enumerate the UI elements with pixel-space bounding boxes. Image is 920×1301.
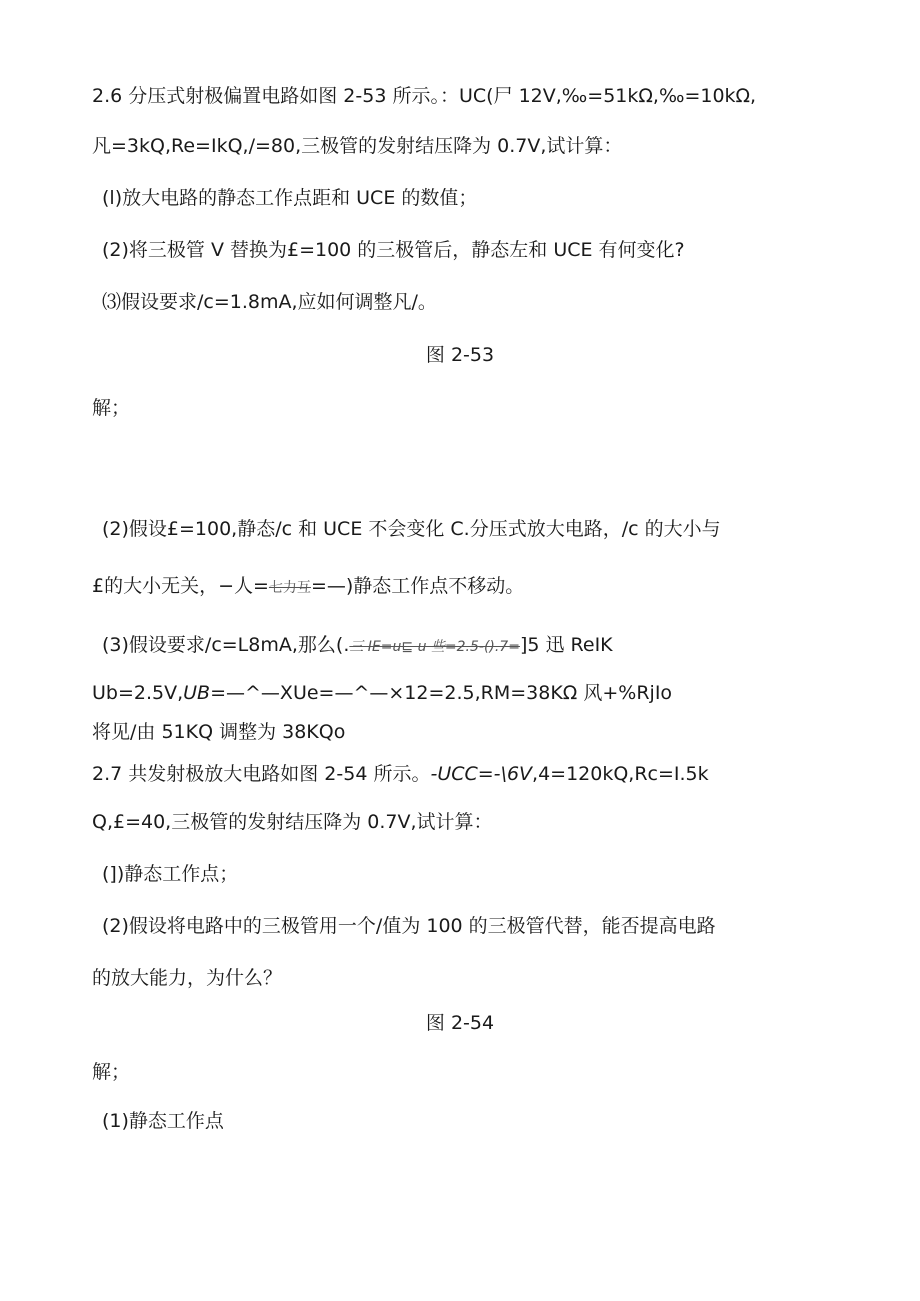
question-3: ⑶假设要求/c=1.8mA,应如何调整凡/。 (102, 291, 437, 313)
problem-2-6-line-2: 凡=3kQ,Re=IkQ,/=80,三极管的发射结压降为 0.7V,试计算： (92, 135, 623, 157)
answer-3-text-c: ]5 迅 ReIK (519, 634, 613, 656)
figure-caption-2-54: 图 2-54 (425, 1012, 495, 1034)
solution-label-2: 解； (92, 1061, 131, 1083)
solution-step-1: (1)静态工作点 (102, 1110, 224, 1132)
problem-2-7-text-a: 2.7 共发射极放大电路如图 2-54 所示。 (92, 763, 431, 785)
problem-2-6-line-1: 2.6 分压式射极偏置电路如图 2-53 所示。：UC(尸 12V,‰=51kΩ,‰=10kΩ, (92, 85, 757, 107)
question-2-7-2-line-2: 的放大能力，为什么？ (92, 967, 283, 989)
answer-3-line-2-a: Ub=2.5V, (92, 682, 184, 704)
question-1: (l)放大电路的静态工作点距和 UCE 的数值； (102, 187, 478, 209)
answer-3-line-1 (102, 633, 613, 659)
question-2-7-1: (])静态工作点； (102, 863, 239, 885)
answer-2-text-c: =—)静态工作点不移动。 (310, 575, 525, 597)
figure-caption-2-53: 图 2-53 (425, 344, 495, 366)
answer-3-line-2 (92, 681, 672, 705)
answer-3-text-a: (3)假设要求/c=L8mA,那么(. (102, 634, 350, 656)
solution-label: 解； (92, 397, 131, 419)
answer-3-line-2-c: =—^—XUe=—^—×12=2.5,RM=38KΩ 风+%RjIo (210, 682, 673, 704)
answer-2-text-a: £的大小无关，−人= (92, 575, 269, 597)
answer-2-struck-formula: 七力互 (268, 580, 311, 596)
answer-2-line-2 (92, 574, 524, 600)
question-2: (2)将三极管 V 替换为£=100 的三极管后，静态左和 UCE 有何变化? (102, 239, 685, 261)
problem-2-7-line-2: Q,£=40,三极管的发射结压降为 0.7V,试计算： (92, 811, 493, 833)
problem-2-7-text-c: ,4=120kQ,Rc=I.5k (532, 763, 709, 785)
answer-3-line-2-b: UB (183, 682, 211, 704)
answer-3-struck-formula: 三 IE=u⊑ u 些=2.5-().7= (349, 639, 520, 655)
answer-2-line-1: (2)假设£=100,静态/c 和 UCE 不会变化 C.分压式放大电路，/c 的大小与 (102, 518, 721, 540)
problem-2-7-text-b: -UCC=-\6V (430, 763, 533, 785)
question-2-7-2-line-1: (2)假设将电路中的三极管用一个/值为 100 的三极管代替，能否提高电路 (102, 915, 716, 937)
problem-2-7-line-1 (92, 762, 709, 786)
answer-3-line-3: 将见/由 51KQ 调整为 38KQo (92, 721, 346, 743)
